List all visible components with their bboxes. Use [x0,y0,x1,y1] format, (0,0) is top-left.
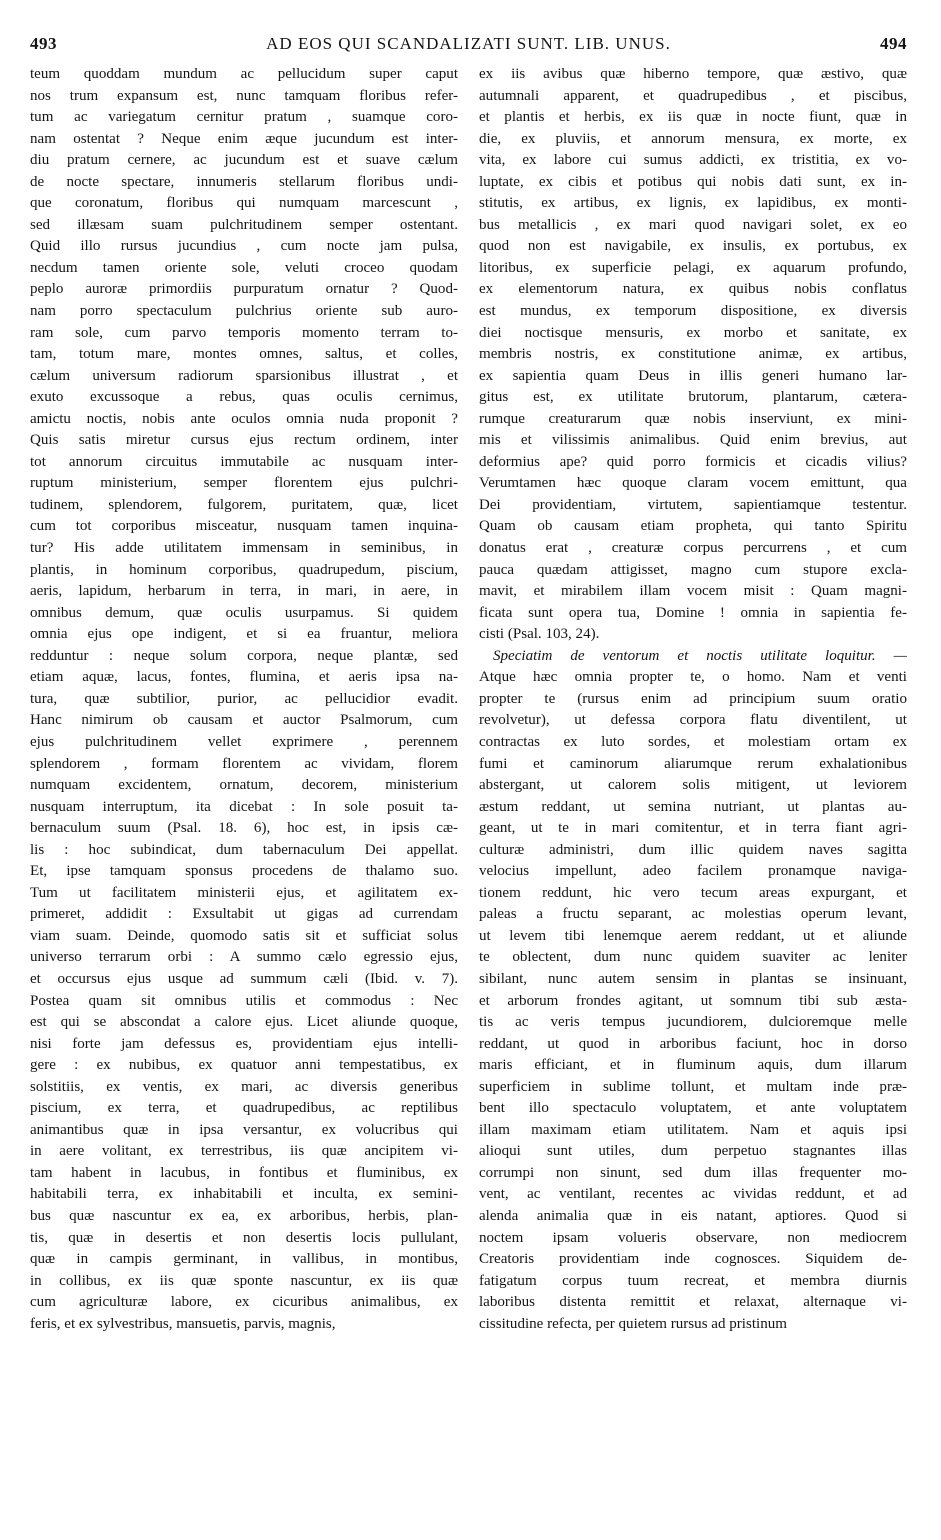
text-line: ruptum ministerium, semper florentem ejus pulchri- [30,475,458,492]
text-line: omnibus demum, quæ oculis usurpamus. Si quidem [30,604,458,621]
text-line: nusquam interruptum, ita dicebat : In sole posuit ta- [30,798,458,815]
text-line: de nocte spectare, innumeris stellarum floribus undi- [30,173,458,190]
right-column [479,64,907,1335]
text-line: feris, et ex sylvestribus, mansuetis, parvis, magnis, [30,1315,336,1332]
text-line: tura, quæ subtilior, purior, ac pellucidior evadit. [30,690,458,707]
text-line: in collibus, ex iis quæ sponte nascuntur, ex iis quæ [30,1272,458,1289]
text-line: solstitiis, ex ventis, ex mari, ac diversis generibus [30,1078,458,1095]
text-line: Quam ob causam etiam propheta, qui tanto Spiritu [479,518,907,535]
text-line: nam ostentat ? Neque enim æque jucundum est inter- [30,130,458,147]
text-line: corrumpi non sinunt, sed dum illas frequenter mo- [479,1164,907,1181]
text-line: plantis, in hominum corporibus, quadrupedum, piscium, [30,561,458,578]
text-line: Et, ipse tamquam sponsus procedens de thalamo suo. [30,863,458,880]
text-line: cisti (Psal. 103, 24). [479,626,600,643]
text-line: alenda animalia quæ in eis natant, aptiores. Quod si [479,1207,907,1224]
text-line: quæ in campis germinant, in vallibus, in montibus, [30,1251,458,1268]
text-line: et arborum frondes agitant, ut somnum tibi sub æsta- [479,992,907,1009]
text-line: laboribus distenta remittit et relaxat, alternaque vi- [479,1294,907,1311]
page-number-right: 494 [879,34,907,53]
text-line: et plantis et herbis, ex iis quæ in nocte fiunt, quæ in [479,109,907,126]
text-line: lis : hoc subindicat, dum tabernaculum Dei appellat. [30,841,458,858]
text-line: et occursus ejus usque ad summum cæli (Ibid. v. 7). [30,970,458,987]
text-line: contractas ex luto sordes, et molestiam ortam ex [479,733,907,750]
text-line: numquam excidentem, ornatum, decorem, ministerium [30,777,458,794]
text-line: pauca quædam attigisset, magno cum stupore excla- [479,561,907,578]
text-line: deformius ape? quid porro formicis et cicadis vilius? [479,453,907,470]
text-line: exuto excussoque a rebus, quas oculis cernimus, [30,389,458,406]
text-line: splendorem , formam florentem ac vividam, florem [30,755,458,772]
text-line: in aere volitant, ex terrestribus, iis quæ ancipitem vi- [30,1143,458,1160]
text-line: necdum tamen oriente sole, veluti croceo quodam [30,259,458,276]
text-line: rumque creaturarum quæ nobis inserviunt, ex mini- [479,410,907,427]
right-column-paragraph-2 [479,646,907,1336]
text-line: velocius impellunt, adeo facilem pronamque naviga- [479,863,907,880]
text-line: est qui se abscondat a calore ejus. Licet aliunde quoque, [30,1014,458,1031]
text-line: sed illæsam suam pulchritudinem semper ostentant. [30,216,458,233]
text-line: universo terrarum orbi : A summo cælo egressio ejus, [30,949,458,966]
text-line: tam, totum mare, montes omnes, saltus, et colles, [30,346,458,363]
text-line: æstum reddant, ut semina nutriant, ut plantas au- [479,798,907,815]
text-line: tudinem, splendorem, fulgorem, puritatem, quæ, licet [30,496,458,513]
text-line: teum quoddam mundum ac pellucidum super caput [30,66,458,82]
text-line: noctem ipsam volueris observare, non mediocrem [479,1229,907,1246]
text-line: tionem reddunt, hic vero tecum areas expurgant, et [479,884,907,901]
text-line: tis, quæ in desertis et non desertis locis pullulant, [30,1229,458,1246]
text-line: ut levem tibi lenemque aerem reddant, ut et aliunde [479,927,907,944]
text-line: fatigatum corpus tuum recreat, et membra diurnis [479,1272,907,1289]
text-line: ejus pulchritudinem vellet exprimere , perennem [30,733,458,750]
text-line: bus metallicis , ex mari quod navigari solet, ex eo [479,216,907,233]
text-line: tot annorum circuitus immutabile ac nusquam inter- [30,453,458,470]
text-line: animantibus quæ in ipsa versantur, ex volucribus qui [30,1121,458,1138]
text-line: cum agriculturæ labore, ex cicuribus animalibus, ex [30,1294,458,1311]
text-line: illam maximam etiam utilitatem. Nam et aquis ipsi [479,1121,907,1138]
text-line: sibilant, nunc autem sensim in plantas se insinuant, [479,970,907,987]
text-line: culturæ administri, dum illic quidem naves sagitta [479,841,907,858]
text-columns [30,64,907,1335]
text-line: die, ex pluviis, et annorum mensura, ex morte, ex [479,130,907,147]
text-line: tum ac variegatum cernitur pratum , suamque coro- [30,109,458,126]
text-line: paleas a fructu separant, ac molestias operum levant, [479,906,907,923]
text-line: Hanc nimirum ob causam et auctor Psalmorum, cum [30,712,458,729]
running-head [30,34,907,60]
text-line: litoribus, ex superficie pelagi, ex aquarum profundo, [479,259,907,276]
text-line: vita, ex labore cui sumus addicti, ex tristitia, ex vo- [479,152,907,169]
text-line: superficiem in sublime tollunt, et multam inde præ- [479,1078,907,1095]
text-line: ficata sunt opera tua, Domine ! omnia in sapientia fe- [479,604,907,621]
text-line: Creatoris providentiam inde cognosces. Siquidem de- [479,1251,907,1268]
text-line: viam suam. Deinde, quomodo satis sit et sufficiat solus [30,927,458,944]
text-line: cælum universum radiorum sparsionibus illustrat , et [30,367,458,384]
text-line: gitus est, ex utilitate brutorum, plantarum, cætera- [479,389,907,406]
text-line: cum tot corporibus misceatur, nusquam tamen inquina- [30,518,458,535]
text-line: abstergant, ut calorem solis mitigent, ut leviorem [479,777,907,794]
text-line: mis et vilissimis animalibus. Quid enim brevius, aut [479,432,907,449]
text-line: Quis satis miretur cursus ejus rectum ordinem, inter [30,432,458,449]
text-line: tam habent in lacubus, in fontibus et fluminibus, ex [30,1164,458,1181]
text-line: luptate, ex cibis et potibus qui nobis dati sunt, ex in- [479,173,907,190]
text-line: est mundus, ex temporum dispositione, ex diversis [479,303,907,320]
text-line: diei noctisque mensuris, ex morbo et sanitate, ex [479,324,907,341]
text-line: omnia ejus ope indigent, et si ea fruantur, meliora [30,626,458,643]
text-line: que coronatum, floribus qui numquam marcescunt , [30,195,458,212]
text-line: Dei providentiam, virtutem, sapientiamque testentur. [479,496,907,513]
text-line: ex elementorum natura, ex quibus nobis conflatus [479,281,907,298]
left-column [30,64,458,1335]
text-line: te oblectent, dum nunc quidem suaviter ac leniter [479,949,907,966]
text-line: bernaculum suum (Psal. 18. 6), hoc est, in ipsis cæ- [30,820,458,837]
text-line: Atque hæc omnia propter te, o homo. Nam et venti [479,669,907,686]
text-line: Postea quam sit omnibus utilis et commodus : Nec [30,992,458,1009]
text-line: Quid illo rursus jucundius , cum nocte jam pulsa, [30,238,458,255]
text-line: autumnali apparent, et quadrupedibus , et piscibus, [479,87,907,104]
text-line: piscium, ex terra, et quadrupedibus, ac reptilibus [30,1100,458,1117]
text-line: Verumtamen hæc quoque claram vocem emittunt, qua [479,475,907,492]
text-line: peplo auroræ primordiis purpuratum ornatur ? Quod- [30,281,458,298]
running-title: AD EOS QUI SCANDALIZATI SUNT. LIB. UNUS. [266,34,671,53]
text-line: membris nostris, ex constitutione animæ, ex artibus, [479,346,907,363]
text-line: Tum ut facilitatem ministerii ejus, et agilitatem ex- [30,884,458,901]
text-line: bus quæ nascuntur ex ea, ex arboribus, herbis, plan- [30,1207,458,1224]
text-line: vent, ac ventilant, recentes ac vividas reddunt, et ad [479,1186,907,1203]
text-line: tur? His adde utilitatem immensam in seminibus, in [30,540,458,557]
text-line: ex iis avibus quæ hiberno tempore, quæ æstivo, quæ [479,66,907,82]
text-line: reddant, ut quod in arboribus faciunt, hoc in dorso [479,1035,907,1052]
text-line: bent illo spectaculo voluptatem, et ante voluptatem [479,1100,907,1117]
text-line: nos trum expansum est, nunc tamquam floribus refer- [30,87,458,104]
text-line: ex sapientia quam Deus in illis generi humano lar- [479,367,907,384]
text-line: cissitudine refecta, per quietem rursus ad pristinum [479,1315,787,1332]
text-line: nisi forte jam defessus es, providentiam ejus intelli- [30,1035,458,1052]
text-line: donatus erat , creaturæ corpus percurrens , et cum [479,540,907,557]
text-line: fumi et caminorum aliarumque rerum exhalationibus [479,755,907,772]
right-column-paragraph-1 [479,64,907,646]
text-line: tis ac veris tempus jucundiorem, dulcioremque melle [479,1014,907,1031]
text-line: amictu noctis, nobis ante oculos omnia nuda proponit ? [30,410,458,427]
text-line: revolvetur), ut defessa corpora flatu diventilent, ut [479,712,907,729]
text-line: stitutis, ex artibus, ex lignis, ex lapidibus, ex monti- [479,195,907,212]
text-line: habitabili terra, ex inhabitabili et inculta, ex semini- [30,1186,458,1203]
text-line: redduntur : neque solum corpora, neque plantæ, sed [30,647,458,664]
text-line: quod non est navigabile, ex insulis, ex portubus, ex [479,238,907,255]
text-line: geant, ut te in mari comitentur, et in terra fiant agri- [479,820,907,837]
text-line: aeris, lapidum, herbarum in terra, in mari, in aere, in [30,583,458,600]
text-line: mavit, et mirabilem illam vocem misit : Quam magni- [479,583,907,600]
text-line: ram sole, cum parvo temporis momento terram to- [30,324,458,341]
text-line: gere : ex nubibus, ex quatuor anni tempestatibus, ex [30,1057,458,1074]
text-line: Speciatim de ventorum et noctis utilitate loquitur. — [493,647,907,664]
page-number-left: 493 [30,34,57,53]
text-line: etiam aquæ, lacus, fontes, flumina, et aeris ipsa na- [30,669,458,686]
text-line: alioqui sunt utiles, dum perpetuo stagnantes illas [479,1143,907,1160]
text-line: maris efficiant, et in fluminum aquis, dum illarum [479,1057,907,1074]
text-line: primeret, addidit : Exsultabit ut gigas ad currendam [30,906,458,923]
text-line: propter te (rursus enim ad principium suum oratio [479,690,907,707]
text-line: nam porro spectaculum pulchrius oriente sub auro- [30,303,458,320]
text-line: diu pratum cernere, ac jucundum est et suave cælum [30,152,458,169]
